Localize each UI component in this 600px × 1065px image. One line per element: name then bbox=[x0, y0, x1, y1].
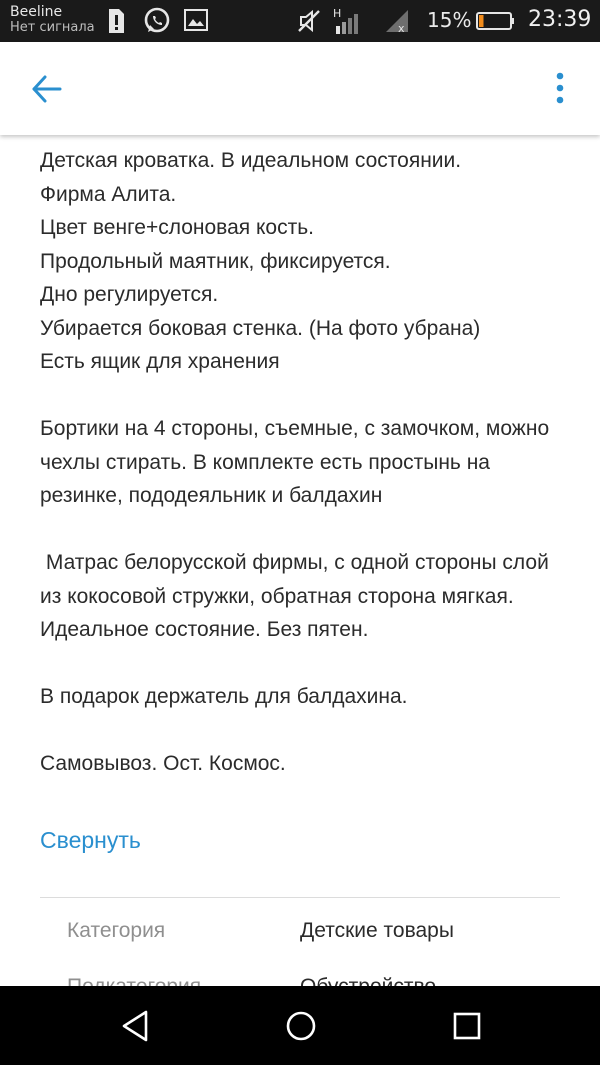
divider bbox=[40, 897, 560, 898]
listing-content[interactable] bbox=[0, 135, 600, 986]
carrier-name: Beeline bbox=[10, 4, 63, 20]
signal-h-icon bbox=[332, 6, 368, 36]
back-triangle-icon[interactable] bbox=[116, 1006, 156, 1046]
attr-value-category: Детские товары bbox=[300, 919, 454, 942]
gallery-icon bbox=[184, 9, 208, 31]
svg-text:H: H bbox=[333, 7, 342, 20]
recents-square-icon[interactable] bbox=[447, 1006, 487, 1046]
mute-icon bbox=[296, 8, 322, 34]
attr-label-category: Категория bbox=[67, 919, 166, 942]
sim-alert-icon bbox=[106, 8, 126, 34]
battery-icon bbox=[476, 11, 516, 31]
listing-description: Детская кроватка. В идеальном состоянии. Фирма Алита. Цвет венге+слоновая кость. Продольный маятник, фиксируется. Дно регулируется. Убирается боковая стенка. (На фото убрана) Есть ящик для хранения Бортики на 4 стороны, съемные, с замочком, можно чехлы стирать. В комплекте есть простынь на резинке, пододеяльник и балдахин Матрас белорусской фирмы, с одной стороны слой из кокосовой стружки, обратная сторона мягкая. Идеальное состояние. Без пятен. В подарок держатель для балдахина. Самовывоз. Ост. Космос. bbox=[40, 149, 550, 775]
arrow-left-icon[interactable] bbox=[30, 72, 64, 106]
signal-x-icon bbox=[384, 8, 414, 34]
more-vert-icon[interactable] bbox=[546, 70, 574, 106]
status-bar bbox=[0, 0, 600, 42]
app-bar bbox=[0, 42, 600, 135]
svg-text:x: x bbox=[398, 22, 405, 35]
carrier-info bbox=[10, 4, 95, 36]
clock: 23:39 bbox=[528, 7, 592, 32]
whatsapp-icon bbox=[142, 6, 172, 36]
navigation-bar bbox=[0, 986, 600, 1065]
collapse-link[interactable]: Свернуть bbox=[40, 827, 141, 853]
home-circle-icon[interactable] bbox=[281, 1006, 321, 1046]
signal-status: Нет сигнала bbox=[10, 20, 95, 35]
battery-percent: 15% bbox=[427, 8, 472, 32]
